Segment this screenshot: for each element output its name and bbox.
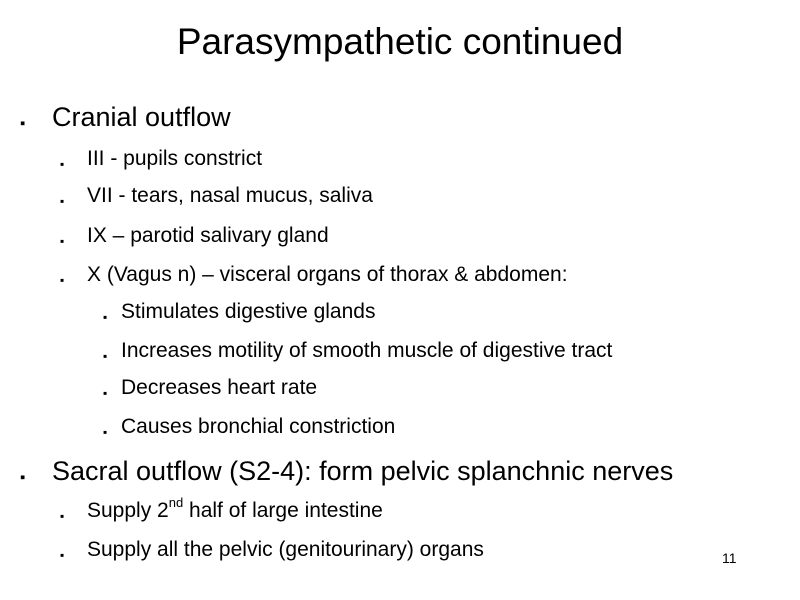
bullet-text: III - pupils constrict xyxy=(87,147,263,170)
ordinal-superscript: nd xyxy=(168,495,184,510)
bullet-text: Supply all the pelvic (genitourinary) organs xyxy=(87,538,484,561)
bullet-text: X (Vagus n) – visceral organs of thorax & abdomen: xyxy=(87,263,568,286)
square-bullet-icon: ▪ xyxy=(103,386,108,400)
square-bullet-icon: ▪ xyxy=(103,310,108,324)
square-bullet-icon: ▪ xyxy=(60,548,65,562)
bullet-text: VII - tears, nasal mucus, saliva xyxy=(87,184,373,207)
square-bullet-icon: ▪ xyxy=(60,273,65,287)
bullet-text: Causes bronchial constriction xyxy=(121,415,396,438)
text-segment: half of large intestine xyxy=(183,499,383,522)
square-bullet-icon: ▪ xyxy=(60,157,65,171)
square-bullet-icon: ▪ xyxy=(20,469,26,486)
page-number: 11 xyxy=(722,550,737,566)
square-bullet-icon: ▪ xyxy=(60,194,65,208)
bullet-text: Cranial outflow xyxy=(52,102,231,132)
bullet-text: Stimulates digestive glands xyxy=(121,300,376,323)
square-bullet-icon: ▪ xyxy=(60,234,65,248)
square-bullet-icon: ▪ xyxy=(103,349,108,363)
bullet-text xyxy=(87,497,383,525)
square-bullet-icon: ▪ xyxy=(103,425,108,439)
bullet-text: IX – parotid salivary gland xyxy=(87,224,329,247)
bullet-text: Sacral outflow (S2-4): form pelvic splanchnic nerves xyxy=(52,456,674,486)
square-bullet-icon: ▪ xyxy=(60,509,65,523)
bullet-text: Increases motility of smooth muscle of digestive tract xyxy=(121,339,613,362)
square-bullet-icon: ▪ xyxy=(20,115,26,132)
bullet-text: Decreases heart rate xyxy=(121,376,318,399)
text-segment: Supply 2 xyxy=(87,499,169,522)
slide-title: Parasympathetic continued xyxy=(176,21,624,62)
